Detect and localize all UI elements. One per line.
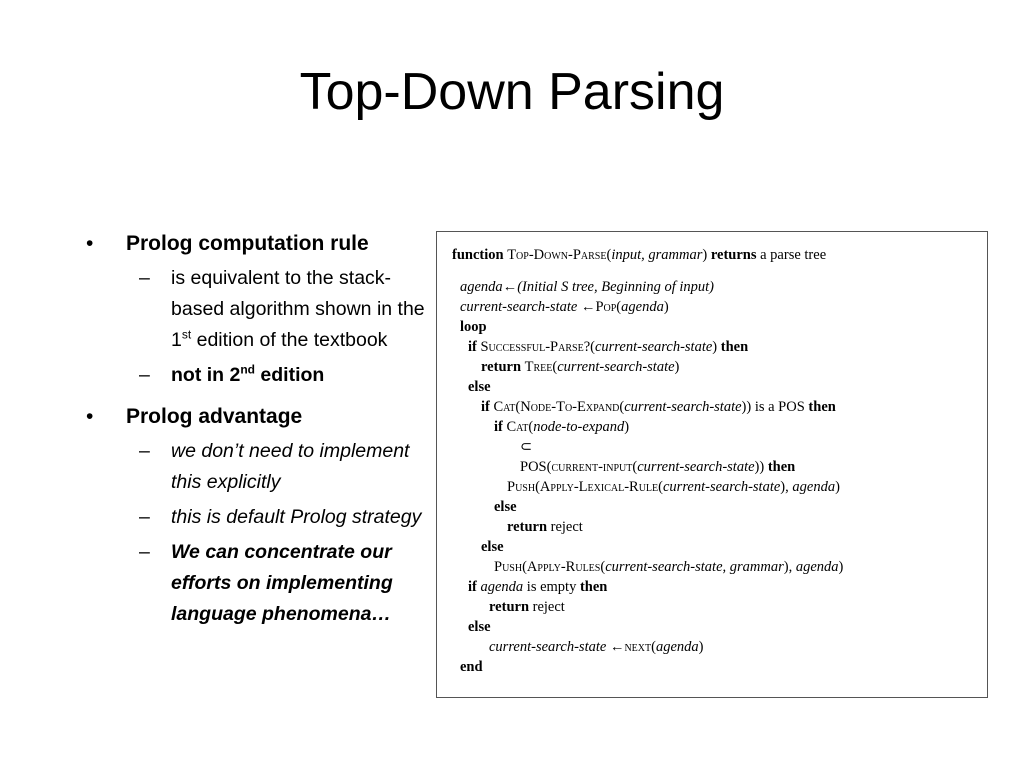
- sub-bullet-text: We can concentrate our efforts on implementing language phenomena…: [171, 541, 393, 625]
- arg: agenda: [792, 479, 836, 495]
- sub-bullet-text: is equivalent to the stack-based algorithm shown in the 1: [171, 267, 425, 351]
- fn-name: Top-Down-Parse: [507, 247, 607, 263]
- algo-line-end: end: [460, 659, 483, 675]
- arg: current-search-state, grammar: [605, 559, 784, 575]
- fn: Tree: [524, 359, 553, 375]
- bullet-marker: •: [86, 405, 94, 428]
- algo-line-if-cat: if Cat(Node-To-Expand(current-search-state)) is a POS then: [481, 399, 836, 415]
- fn: Successful-Parse?: [480, 339, 591, 355]
- algo-line-else: else: [494, 499, 517, 515]
- fn: Cat: [506, 419, 529, 435]
- fn: Pop: [595, 299, 617, 315]
- algo-line-pos: POS(current-input(current-search-state)) then: [520, 459, 796, 475]
- algo-line-return-reject: [507, 517, 583, 537]
- slide-title: Top-Down Parsing: [299, 63, 725, 121]
- sub-bullet-not-in-2nd: [139, 360, 432, 391]
- sub-bullet-concentrate: [139, 537, 432, 630]
- kw: return: [481, 359, 522, 375]
- sub-bullet-text: we don’t need to implement this explicitly: [171, 440, 410, 493]
- algo-line-push-rules: Push(Apply-Rules(current-search-state, grammar), agenda): [494, 559, 844, 575]
- bullet-marker: •: [86, 232, 94, 255]
- sub-bullet-text: this is default Prolog strategy: [171, 506, 422, 528]
- algo-line-return-reject-2: [489, 597, 565, 617]
- bullet-label: Prolog computation rule: [126, 232, 369, 255]
- value: (Initial S tree, Beginning of input): [517, 279, 714, 295]
- text: )) is a POS: [741, 399, 805, 415]
- algo-line-else: else: [481, 539, 504, 555]
- bullet-prolog-advantage: [86, 401, 432, 432]
- kw: if: [494, 419, 503, 435]
- dash-marker: –: [139, 364, 150, 386]
- arg: node-to-expand: [533, 419, 625, 435]
- fn-args: input, grammar: [611, 247, 703, 263]
- algo-line-if-empty: [468, 577, 607, 597]
- algo-line-return-tree: return Tree(current-search-state): [481, 359, 680, 375]
- algo-line-next: current-search-state ←next(agenda): [489, 639, 704, 655]
- superscript: nd: [240, 362, 255, 377]
- algo-line-push-lexical: Push(Apply-Lexical-Rule(current-search-state), agenda): [507, 479, 840, 495]
- arg: agenda: [655, 639, 699, 655]
- fn: current-input: [551, 459, 633, 475]
- var: agenda: [460, 279, 503, 295]
- bullet-list: [86, 228, 432, 630]
- dash-marker: –: [139, 506, 150, 528]
- var: current-search-state: [460, 299, 578, 315]
- kw-returns: returns: [710, 247, 757, 263]
- sub-bullet-text-end: edition of the textbook: [191, 329, 388, 351]
- sub-bullet-text: not in 2: [171, 364, 241, 386]
- algo-line-subset: ⊂: [520, 439, 533, 455]
- fn: next: [624, 639, 652, 655]
- kw: then: [767, 459, 796, 475]
- fn: Push: [507, 479, 536, 495]
- algo-line-function: function Top-Down-Parse(input, grammar) returns a parse tree: [452, 247, 827, 263]
- arg: current-search-state: [662, 479, 781, 495]
- algo-line-if-success: if Successful-Parse?(current-search-state) then: [468, 339, 749, 355]
- text: reject: [550, 519, 583, 535]
- arrow: ←: [609, 639, 625, 655]
- arg: current-search-state: [637, 459, 755, 475]
- sub-bullet-equivalent: [139, 263, 432, 356]
- bullet-label: Prolog advantage: [126, 405, 303, 428]
- text: POS(: [520, 459, 552, 475]
- fn: Apply-Rules: [526, 559, 601, 575]
- algo-line-agenda: [460, 277, 714, 297]
- arrow: ←: [502, 279, 518, 295]
- kw: if: [481, 399, 490, 415]
- algo-line-pop: current-search-state ←Pop(agenda): [460, 299, 669, 315]
- algo-line-if-cat-node: if Cat(node-to-expand): [494, 419, 630, 435]
- arg: agenda: [795, 559, 839, 575]
- superscript: st: [181, 327, 192, 342]
- algorithm-figure: [436, 231, 988, 698]
- sub-bullet-text-end: edition: [255, 364, 325, 386]
- fn: Node-To-Expand: [520, 399, 620, 415]
- fn: Cat: [493, 399, 516, 415]
- sub-bullet-default-strategy: [139, 502, 432, 533]
- var: current-search-state: [489, 639, 607, 655]
- bullet-prolog-computation-rule: [86, 228, 432, 259]
- kw: return: [489, 599, 530, 615]
- algo-line-loop: loop: [460, 319, 487, 335]
- arrow: ←: [580, 299, 596, 315]
- kw-function: function: [452, 247, 504, 263]
- kw: return: [507, 519, 548, 535]
- fn: Push: [494, 559, 523, 575]
- dash-marker: –: [139, 267, 150, 289]
- arg: agenda: [621, 299, 664, 315]
- kw: if: [468, 579, 477, 595]
- dash-marker: –: [139, 440, 150, 462]
- arg: current-search-state: [594, 339, 713, 355]
- kw: then: [720, 339, 749, 355]
- kw: then: [808, 399, 836, 415]
- algo-line-else: else: [468, 619, 491, 635]
- return-desc: a parse tree: [760, 247, 827, 263]
- kw: if: [468, 339, 477, 355]
- arg: current-search-state: [624, 399, 742, 415]
- text: is empty: [526, 579, 577, 595]
- var: agenda: [480, 579, 524, 595]
- arg: current-search-state: [557, 359, 675, 375]
- dash-marker: –: [139, 541, 150, 563]
- kw: then: [579, 579, 608, 595]
- algo-line-else: else: [468, 379, 491, 395]
- text: reject: [532, 599, 565, 615]
- sub-bullet-no-need: [139, 436, 432, 498]
- fn: Apply-Lexical-Rule: [539, 479, 659, 495]
